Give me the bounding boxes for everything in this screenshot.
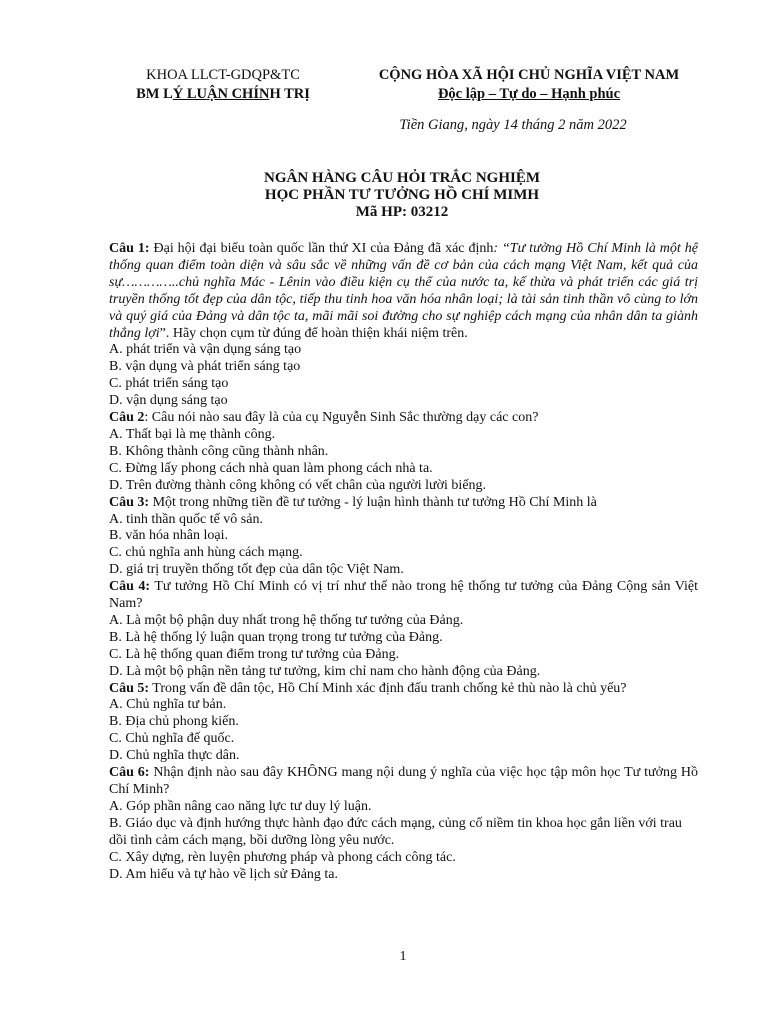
national-title: CỘNG HÒA XÃ HỘI CHỦ NGHĨA VIỆT NAM: [378, 67, 680, 83]
question-label: Câu 6:: [109, 765, 150, 781]
answer-option-d: D. Trên đường thành công không có vết chân của người lười biếng.: [109, 477, 487, 493]
question-body: Tư tưởng Hồ Chí Minh có vị trí như thế nào trong hệ thống tư tưởng của Đảng Cộng sản Việt Nam?: [109, 579, 698, 612]
department-name-start: BM L: [136, 86, 173, 102]
question-label: Câu 2: [109, 410, 145, 426]
answer-option-c: C. phát triển sáng tạo: [109, 376, 229, 392]
title-line-2: HỌC PHẦN TƯ TƯỞNG HỒ CHÍ MIMH: [264, 187, 540, 203]
national-motto: Độc lập – Tự do – Hạnh phúc: [437, 86, 621, 102]
department-name: [112, 85, 334, 104]
question-text: [109, 681, 698, 698]
answer-option-c: C. Chủ nghĩa đế quốc.: [109, 731, 235, 747]
answer-option-b: B. Là hệ thống lý luận quan trọng trong tư tưởng của Đảng.: [109, 629, 443, 645]
question-3: [109, 495, 698, 580]
answer-option-c: C. Đừng lấy phong cách nhà quan làm phong cách nhà ta.: [109, 460, 433, 476]
answer-option-b: B. văn hóa nhân loại.: [109, 528, 228, 544]
document-title: [104, 170, 700, 221]
question-6: [109, 765, 698, 883]
answer-option-d: D. Am hiểu và tự hào về lịch sử Đảng ta.: [109, 866, 339, 882]
question-text-end: ”. Hãy chọn cụm từ đúng để hoàn thiện khái niệm trên.: [159, 325, 468, 341]
answer-option-c: C. Là hệ thống quan điểm trong tư tưởng của Đảng.: [109, 646, 400, 662]
question-text: [109, 495, 698, 512]
question-list: [109, 241, 698, 883]
course-code: Mã HP: 03212: [355, 204, 449, 220]
question-body: Nhận định nào sau đây KHÔNG mang nội dung ý nghĩa của việc học tập môn học Tư tưởng Hồ Chí Minh?: [109, 765, 698, 797]
answer-option-a: A. Là một bộ phận duy nhất trong hệ thống tư tưởng của Đảng.: [109, 612, 464, 628]
question-body: : Câu nói nào sau đây là của cụ Nguyễn Sinh Sắc thường dạy các con?: [144, 410, 539, 426]
question-1: [109, 241, 698, 410]
question-text: [109, 765, 698, 799]
question-body: Trong vấn đề dân tộc, Hồ Chí Minh xác định đấu tranh chống kẻ thù nào là chủ yếu?: [149, 680, 627, 696]
department-name-end: H TRỊ: [269, 86, 310, 102]
answer-option-d: D. Là một bộ phận nền tảng tư tưởng, kim chỉ nam cho hành động của Đảng.: [109, 663, 541, 679]
question-text: [109, 241, 698, 342]
document-date: Tiền Giang, ngày 14 tháng 2 năm 2022: [399, 117, 627, 133]
answer-option-a: A. phát triển và vận dụng sáng tạo: [109, 342, 302, 358]
answer-option-b: B. Giáo dục và định hướng thực hành đạo đức cách mạng, củng cố niềm tin khoa học gắn liền với trau dồi tình cảm cách mạng, bồi dưỡng lòng yêu nước.: [109, 815, 682, 848]
answer-option-d: D. vận dụng sáng tạo: [109, 393, 228, 409]
answer-option-b: B. vận dụng và phát triển sáng tạo: [109, 359, 301, 375]
question-label: Câu 4:: [109, 579, 151, 595]
question-body: Một trong những tiền đề tư tưởng - lý luận hình thành tư tưởng Hồ Chí Minh là: [149, 494, 597, 510]
answer-option-a: A. tinh thần quốc tế vô sản.: [109, 511, 263, 527]
answer-option-a: A. Chủ nghĩa tư bản.: [109, 697, 227, 713]
title-line-1: NGÂN HÀNG CÂU HỎI TRẮC NGHIỆM: [264, 170, 540, 186]
faculty-name: KHOA LLCT-GDQP&TC: [146, 67, 300, 83]
department-name-underlined: Ý LUẬN CHÍN: [172, 86, 270, 102]
answer-option-a: A. Góp phần nâng cao năng lực tư duy lý luận.: [109, 798, 372, 814]
question-label: Câu 3:: [109, 494, 150, 510]
answer-option-b: B. Không thành công cũng thành nhân.: [109, 443, 329, 459]
question-2: [109, 410, 698, 495]
answer-option-c: C. Xây dựng, rèn luyện phương pháp và phong cách công tác.: [109, 849, 456, 865]
question-label: Câu 5:: [109, 680, 150, 696]
answer-option-b: B. Địa chủ phong kiến.: [109, 714, 239, 730]
faculty-header: [112, 66, 334, 104]
answer-option-d: D. Chủ nghĩa thực dân.: [109, 748, 240, 764]
question-5: [109, 681, 698, 766]
question-quote: : “Tư tưởng Hồ Chí Minh là một hệ thống quan điểm toàn diện và sâu sắc về những vấn đề cơ bản của cách mạng Việt Nam, kết quả của sự…………..chủ nghĩa Mác - Lênin vào điều kiện cụ thể của nước ta, kế thừa và phát triển các giá trị truyền thống tốt đẹp của dân tộc, tiếp thu tinh hoa văn hóa nhân loại; là tài sản tinh thần vô cùng to lớn và quý giá của Đảng và dân tộc ta, mãi mãi soi đường cho sự nghiệp cách mạng của nhân dân ta giành thắng lợi: [109, 241, 698, 341]
question-label: Câu 1:: [109, 241, 150, 256]
question-4: [109, 579, 698, 680]
question-text: [109, 579, 698, 613]
answer-option-c: C. chủ nghĩa anh hùng cách mạng.: [109, 545, 303, 561]
answer-option-a: A. Thất bại là mẹ thành công.: [109, 426, 276, 442]
national-header: [352, 66, 706, 104]
question-text: [109, 410, 698, 427]
question-text-start: Đại hội đại biểu toàn quốc lần thứ XI của Đảng đã xác định: [149, 241, 494, 256]
page-number: 1: [399, 949, 407, 964]
answer-option-d: D. giá trị truyền thống tốt đẹp của dân tộc Việt Nam.: [109, 562, 404, 578]
